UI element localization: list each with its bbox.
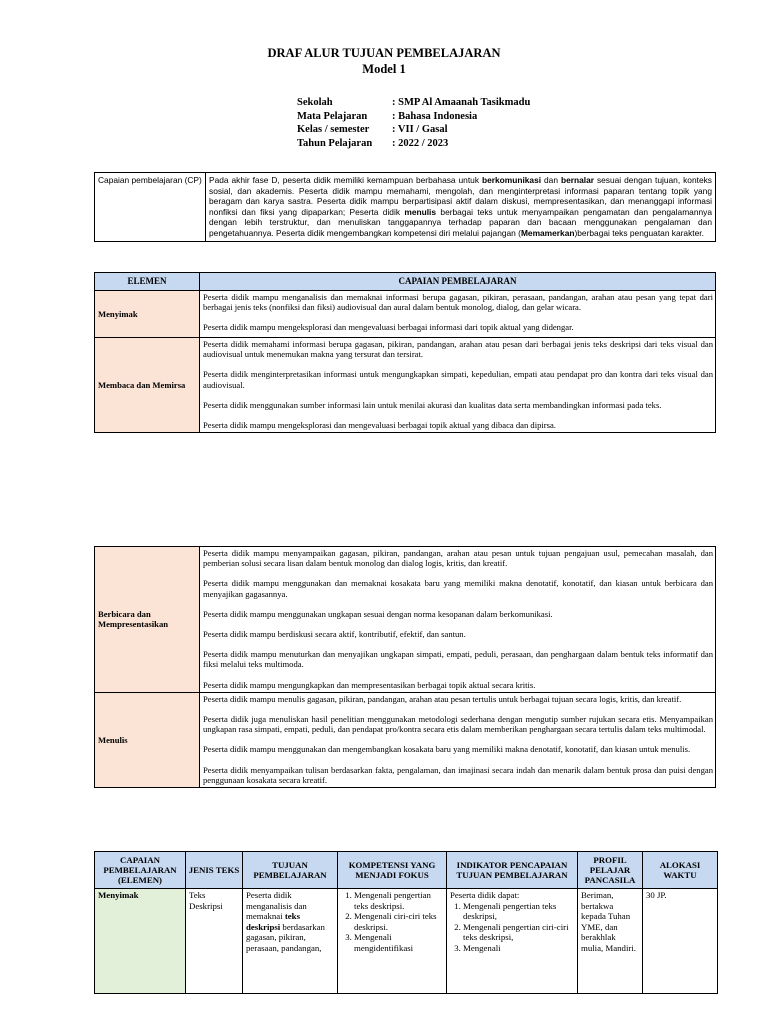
elemen-row-menyimak [95,291,716,338]
kompetensi-item: 2. Mengenali ciri-ciri teks deskripsi. [354,911,443,932]
header-elemen: ELEMEN [95,273,200,291]
meta-label: Sekolah [297,97,333,108]
tujuan-text: berdasarkan gagasan, pikiran, perasaan, pandangan, [246,921,325,953]
cp-text-part: berbagai teks untuk menyampaikan pengamatan dan pengalamannya dengan lebih terstruktur, dan menuliskan tanggapannya terhadap paparan dan bacaan menggunakan pengalaman dan pengetahuannya. Peserta didik mengembangkan kompetensi diri melalui pajangan ( [209,206,712,238]
atp-row [95,889,718,994]
header-indikator: INDIKATOR PENCAPAIAN TUJUAN PEMBELAJARAN [447,852,578,889]
desc-paragraph: Peserta didik mampu menuturkan dan menyajikan ungkapan simpati, empati, peduli, perasaan, dan penghargaan dalam bentuk teks informatif dan fiksi melalui teks multimoda. [203,649,713,670]
desc-paragraph: Peserta didik mampu menyampaikan gagasan, pikiran, pandangan, arahan atau pesan untuk tujuan pengajuan usul, pemecahan masalah, dan pemberian solusi secara lisan dalam bentuk monolog dan dialog logis, kritis, dan kreatif. [203,548,713,569]
document-title: DRAF ALUR TUJUAN PEMBELAJARAN [267,46,501,60]
elemen-name: Berbicara dan Mempresentasikan [95,547,200,693]
tujuan-text: Peserta didik menganalisis dan memaknai [246,890,307,921]
atp-jenis-teks: Teks Deskripsi [186,889,243,994]
cp-text-part: Pada akhir fase D, peserta didik memiliki kemampuan berbahasa untuk [209,175,482,185]
elemen-row-membaca [95,338,716,433]
indikator-item: 3. Mengenali [463,943,574,954]
document-subtitle: Model 1 [362,62,406,76]
kompetensi-item: 3. Mengenali mengidentifikasi [354,932,443,953]
atp-kompetensi [338,889,447,994]
header-kompetensi: KOMPETENSI YANG MENJADI FOKUS [338,852,447,889]
cp-text-part: )berbagai teks penguatan karakter. [574,227,704,238]
desc-paragraph: Peserta didik menyampaikan tulisan berdasarkan fakta, pengalaman, dan imajinasi secara indah dan menarik dalam bentuk prosa dan puisi dengan penggunaan kosakata secara kreatif. [203,764,713,785]
header-tujuan: TUJUAN PEMBELAJARAN [243,852,338,889]
header-capaian: CAPAIAN PEMBELAJARAN [200,273,716,291]
meta-value: : Bahasa Indonesia [392,110,478,122]
meta-label: Mata Pelajaran [297,110,368,122]
desc-paragraph: Peserta didik mampu mengungkapkan dan mempresentasikan berbagai topik aktual secara kritis. [203,679,536,690]
elemen-table-continued [94,546,716,788]
elemen-name: Menyimak [95,291,200,338]
meta-row-tahun [297,137,530,151]
desc-paragraph: Peserta didik menginterpretasikan informasi untuk mengungkapkan simpati, kepedulian, empati atau pendapat pro dan kontra dari teks visual dan audiovisual. [203,369,713,390]
cp-row [95,173,716,242]
meta-value: : 2022 / 2023 [392,137,449,149]
meta-value: : VII / Gasal [392,124,448,135]
meta-label: Kelas / semester [297,124,370,135]
atp-alokasi: 30 JP. [643,889,718,994]
elemen-row-berbicara [95,547,716,693]
elemen-name: Menulis [95,692,200,787]
elemen-desc [200,692,716,787]
elemen-desc [200,291,716,338]
cp-text-part: dan [541,175,561,185]
cp-text-part: sesuai dengan tujuan, konteks sosial, dan akademis. Peserta didik mampu memahami, mengolah, dan menginterpretasi informasi paparan tentang topik yang beragam dan karya sastra. Peserta didik mampu berpartisipasi aktif dalam diskusi, mempresentasikan, dan menanggapi informasi nonfiksi dan fiksi yang dipaparkan; Peserta didik [209,175,712,217]
header-jenis-teks: JENIS TEKS [186,852,243,889]
atp-tujuan [243,889,338,994]
atp-profil: Beriman, bertakwa kepada Tuhan YME, dan berakhlak mulia, Mandiri. [578,889,643,994]
desc-paragraph: Peserta didik mampu mengeksplorasi dan mengevaluasi berbagai informasi dari topik aktual yang didengar. [203,322,574,333]
meta-value: : SMP Al Amaanah Tasikmadu [392,97,531,108]
elemen-header-row [95,273,716,291]
desc-paragraph: Peserta didik juga menuliskan hasil penelitian menggunakan metodologi sederhana dengan mengutip sumber rujukan secara etis. Menyampaikan ungkapan rasa simpati, empati, peduli, dan pendapat pro/kontra secara etis dalam memberikan penghargaan secara tertulis dalam teks multimodal. [203,714,713,735]
elemen-row-menulis [95,692,716,787]
cp-bold: menulis [404,206,437,217]
meta-row-mapel [297,110,530,124]
desc-paragraph: Peserta didik mampu menggunakan dan memaknai kosakata baru yang memiliki makna denotatif, konotatif, dan kiasan untuk berbicara dan menyajikan gagasannya. [203,578,713,599]
desc-paragraph: Peserta didik mampu menggunakan dan mengembangkan kosakata baru yang memiliki makna denotatif, konotatif, dan kiasan untuk menulis. [203,744,691,755]
desc-paragraph: Peserta didik mampu menulis gagasan, pikiran, pandangan, arahan atau pesan tertulis untuk berbagai tujuan secara logis, kritis, dan kreatif. [203,693,682,704]
meta-row-kelas [297,123,530,137]
desc-paragraph: Peserta didik mampu berdiskusi secara aktif, kontributif, efektif, dan santun. [203,629,466,640]
identity-block [297,96,530,150]
meta-row-sekolah [297,96,530,110]
elemen-table [94,272,716,433]
header-profil: PROFIL PELAJAR PANCASILA [578,852,643,889]
cp-text [206,173,716,242]
atp-header-row [95,852,718,889]
header-capaian-elemen: CAPAIAN PEMBELAJARAN (ELEMEN) [95,852,186,889]
elemen-desc [200,547,716,693]
meta-label: Tahun Pelajaran [297,137,373,149]
indikator-intro: Peserta didik dapat: [450,890,520,900]
indikator-list [450,901,574,954]
indikator-item: 2. Mengenali pengertian ciri-ciri teks deskripsi, [463,922,574,943]
cp-bold: bernalar [560,175,595,185]
desc-paragraph: Peserta didik mampu menganalisis dan memaknai informasi berupa gagasan, pikiran, perasaan, pandangan, arahan atau pesan yang tepat dari berbagai jenis teks (nonfiksi dan fiksi) audiovisual dan aural dalam bentuk monolog, dialog, dan gelar wicara. [203,292,713,313]
elemen-desc [200,338,716,433]
desc-paragraph: Peserta didik mampu mengeksplorasi dan mengevaluasi berbagai topik aktual yang dibaca dan dipirsa. [203,420,556,431]
cp-bold: berkomunikasi [481,175,542,185]
desc-paragraph: Peserta didik menggunakan sumber informasi lain untuk menilai akurasi dan kualitas data serta membandingkan informasi pada teks. [203,399,662,410]
cp-table [94,172,716,242]
cp-bold: Memamerkan [520,227,575,238]
kompetensi-item: 1. Mengenali pengertian teks deskripsi. [354,890,443,911]
elemen-name: Membaca dan Memirsa [95,338,200,433]
atp-table [94,851,718,994]
atp-elemen: Menyimak [95,889,186,994]
header-alokasi: ALOKASI WAKTU [643,852,718,889]
cp-label: Capaian pembelajaran (CP) [95,173,206,242]
kompetensi-list [341,890,443,953]
indikator-item: 1. Mengenali pengertian teks deskripsi, [463,901,574,922]
desc-paragraph: Peserta didik memahami informasi berupa gagasan, pikiran, pandangan, arahan atau pesan dari berbagai jenis teks deskripsi dari teks visual dan audiovisual untuk menemukan makna yang tersurat dan tersirat. [203,339,713,360]
atp-indikator [447,889,578,994]
desc-paragraph: Peserta didik mampu menggunakan ungkapan sesuai dengan norma kesopanan dalam berkomunikasi. [203,608,553,619]
tujuan-bold: teks deskripsi [246,911,300,932]
